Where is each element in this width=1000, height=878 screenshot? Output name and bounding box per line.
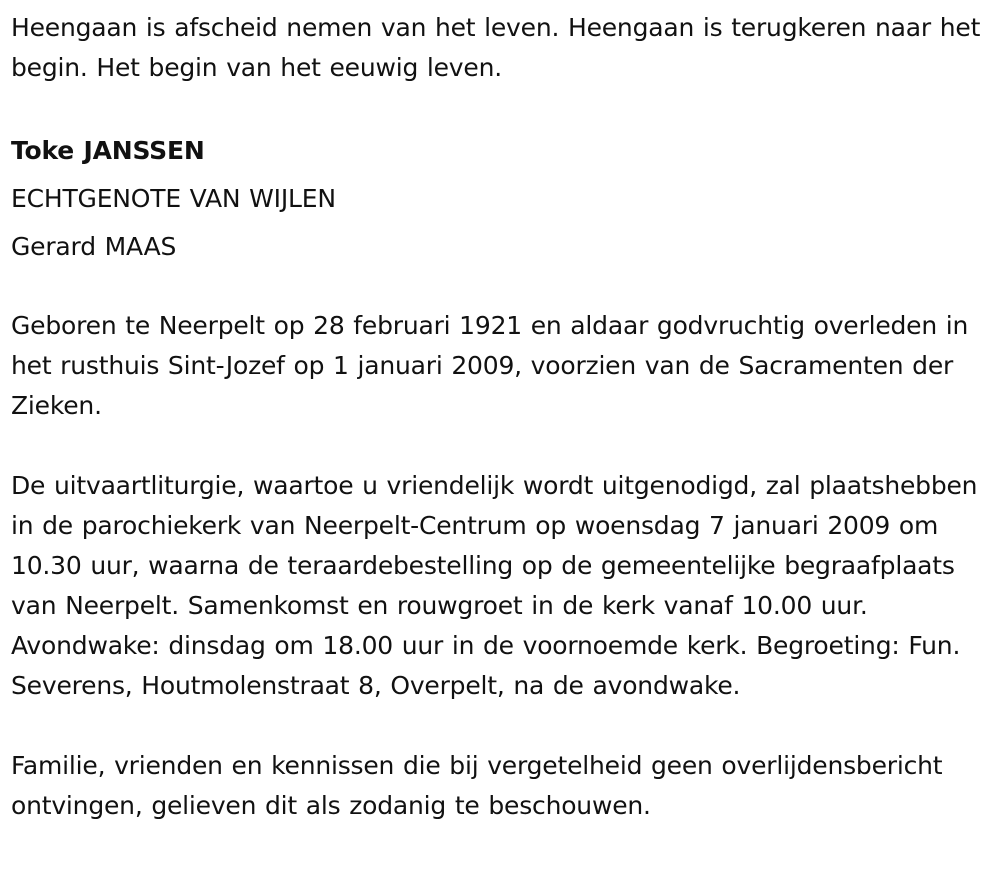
service-paragraph: De uitvaartliturgie, waartoe u vriendelijk wordt uitgenodigd, zal plaatshebben in de parochiekerk van Neerpelt-Centrum op woensdag 7 januari 2009 om 10.30 uur, waarna de teraardebestelling op de gemeentelijke begraafplaats van Neerpelt. Samenkomst en rouwgroet in de kerk vanaf 10.00 uur. Avondwake: dinsdag om 18.00 uur in de voornoemde kerk. Begroeting: Fun. Severens, Houtmolenstraat 8, Overpelt, na de avondwake. bbox=[11, 471, 978, 700]
intro-paragraph: Heengaan is afscheid nemen van het leven. Heengaan is terugkeren naar het begin. Het begin van het eeuwig leven. bbox=[11, 13, 981, 82]
deceased-name: Toke JANSSEN bbox=[11, 136, 205, 165]
closing-paragraph: Familie, vrienden en kennissen die bij vergetelheid geen overlijdensbericht ontvingen, gelieven dit als zodanig te beschouwen. bbox=[11, 751, 943, 820]
deceased-info bbox=[11, 127, 1000, 271]
spouse-name: Gerard MAAS bbox=[11, 232, 177, 261]
birth-death-paragraph: Geboren te Neerpelt op 28 februari 1921 en aldaar godvruchtig overleden in het rusthuis Sint-Jozef op 1 januari 2009, voorzien van de Sacramenten der Zieken. bbox=[11, 311, 969, 420]
relation-line: ECHTGENOTE VAN WIJLEN bbox=[11, 184, 336, 213]
